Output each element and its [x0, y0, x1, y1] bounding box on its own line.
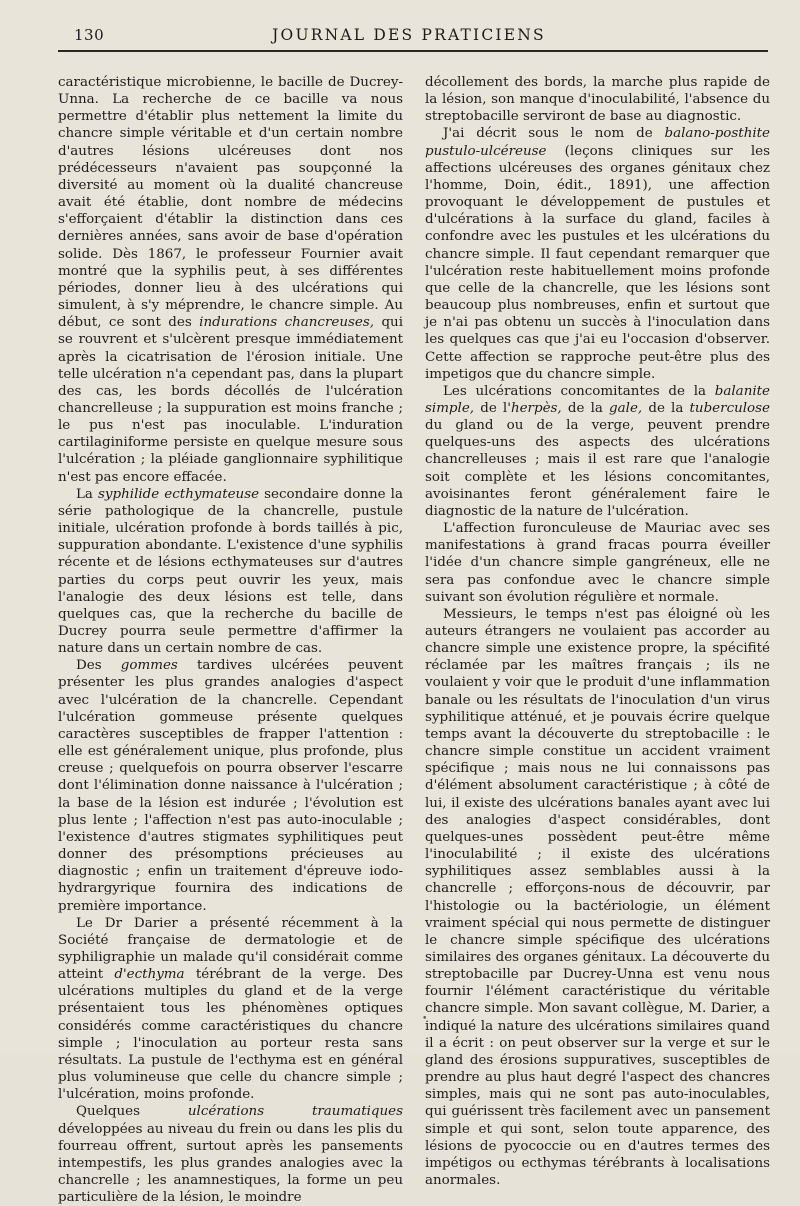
paragraph: Quelques ulcérations traumatiques développées au niveau du frein ou dans les plis du fourreau offrent, surtout après les pansements intempestifs, les plus grandes analogies avec la chancrelle ; les anamnestiques, la forme un peu particulière de la lésion, le moindre — [58, 1104, 403, 1206]
running-title: JOURNAL DES PRATICIENS — [272, 26, 546, 44]
paragraph: décollement des bords, la marche plus rapide de la lésion, son manque d'inoculabilité, l'absence du streptobacille serviront de base au diagnostic. — [425, 75, 770, 125]
paragraph: Des gommes tardives ulcérées peuvent présenter les plus grandes analogies d'aspect avec l'ulcération de la chancrelle. Cependant l'ulcération gommeuse présente quelques caractères susceptibles de frapper l'attention : elle est généralement unique, plus profonde, plus creuse ; quelquefois on pourra observer l'escarre dont l'élimination donne naissance à l'ulcération ; la base de la lésion est indurée ; l'évolution est plus lente ; l'affection n'est pas auto-inoculable ; l'existence d'autres stigmates syphilitiques peut donner des présomptions précieuses au diagnostic ; enfin un traitement d'épreuve iodo-hydrargyrique fournira des indications de première importance. — [58, 658, 403, 914]
paragraph: L'affection furonculeuse de Mauriac avec ses manifestations à grand fracas pourra éveiller l'idée d'un chancre simple gangréneux, elle ne sera pas confondue avec le chancre simple suivant son évolution régulière et normale. — [425, 521, 770, 605]
paragraph: caractéristique microbienne, le bacille de Ducrey-Unna. La recherche de ce bacille va nous permettre d'établir plus nettement la limite du chancre simple véritable et d'un certain nombre d'autres lésions ulcéreuses dont nos prédécesseurs n'avaient pas soupçonné la diversité au moment où la dualité chancreuse avait été établie, dont nombre de médecins s'efforçaient d'établir la distinction dans ces dernières années, sans avoir de base d'opération solide. Dès 1867, le professeur Fournier avait montré que la syphilis peut, à ses différentes périodes, donner lieu à des ulcérations qui simulent, à s'y méprendre, le chancre simple. Au début, ce sont des indurations chancreuses, qui se rouvrent et s'ulcèrent presque immédiatement après la cicatrisation de l'érosion initiale. Une telle ulcération n'a cependant pas, dans la plupart des cas, les bords décollés de l'ulcération chancrelleuse ; la suppuration est moins franche ; le pus n'est pas inoculable. L'induration cartilaginiforme persiste en quelque mesure sous l'ulcération ; la pléiade ganglionnaire syphilitique n'est pas encore effacée. — [58, 75, 403, 485]
text-columns — [58, 74, 770, 1206]
left-column — [58, 74, 403, 1206]
ink-mark: • — [422, 1014, 428, 1024]
page-number: 130 — [74, 26, 105, 44]
paragraph: Le Dr Darier a présenté récemment à la Société française de dermatologie et de syphiligraphie un malade qu'il considérait comme atteint d'ecthyma térébrant de la verge. Des ulcérations multiples du gland et de la verge présentaient tous les phénomènes optiques considérés comme caractéristiques du chancre simple ; l'inoculation au porteur resta sans résultats. La pustule de l'ecthyma est en général plus volumineuse que celle du chancre simple ; l'ulcération, moins profonde. — [58, 915, 403, 1103]
paragraph: Les ulcérations concomitantes de la balanite simple, de l'herpès, de la gale, de la tuberculose du gland ou de la verge, peuvent prendre quelques-uns des aspects des ulcérations chancrelleuses ; mais il est rare que l'analogie soit complète et les lésions concomitantes, avoisinantes feront généralement faire le diagnostic de la nature de l'ulcération. — [425, 383, 770, 519]
paragraph: La syphilide ecthymateuse secondaire donne la série pathologique de la chancrelle, pustule initiale, ulcération profonde à bords taillés à pic, suppuration abondante. L'existence d'une syphilis récente et de lésions ecthymateuses sur d'autres parties du corps peut ouvrir les yeux, mais l'analogie des deux lésions est telle, dans quelques cas, que la recherche du bacille de Ducrey pourra seule permettre d'affirmer la nature dans un certain nombre de cas. — [58, 486, 403, 657]
paragraph: J'ai décrit sous le nom de balano-posthite pustulo-ulcéreuse (leçons cliniques sur les affections ulcéreuses des organes génitaux chez l'homme, Doin, édit., 1891), une affection provoquant le développement de pustules et d'ulcérations à la surface du gland, faciles à confondre avec les pustules et les ulcérations du chancre simple. Il faut cependant remarquer que l'ulcération reste habituellement moins profonde que celle de la chancrelle, que les lésions sont beaucoup plus nombreuses, enfin et surtout que je n'ai pas obtenu un succès à l'inoculation dans les quelques cas que j'ai eu l'occasion d'observer. Cette affection se rapproche peut-être plus des impetigos que du chancre simple. — [425, 126, 770, 382]
page-header — [58, 22, 760, 50]
paragraph: Messieurs, le temps n'est pas éloigné où les auteurs étrangers ne voulaient pas accorder au chancre simple une existence propre, la spécifité réclamée par les maîtres français ; ils ne voulaient y voir que le produit d'une inflammation banale ou les résultats de l'inoculation d'un virus syphilitique atténué, et je pouvais écrire quelque temps avant la découverte du streptobacille : le chancre simple constitue un accident vraiment spécifique ; mais nous ne lui connaissons pas d'élément absolument caractéristique ; à côté de lui, il existe des ulcérations banales ayant avec lui des analogies d'aspect considérables, dont quelques-unes possèdent peut-être même l'inoculabilité ; il existe des ulcérations syphilitiques assez semblables aussi à la chancrelle ; efforçons-nous de découvrir, par l'histologie ou la bactériologie, un élément vraiment spécial qui nous permette de distinguer le chancre simple spécifique des ulcérations similaires des organes génitaux. La découverte du streptobacille par Ducrey-Unna est venu nous fournir l'élément caractéristique du véritable chancre simple. Mon savant collègue, M. Darier, a indiqué la nature des ulcérations similaires quand il a écrit : on peut observer sur la verge et sur le gland des érosions suppuratives, susceptibles de prendre au plus haut degré l'aspect des chancres simples, mais qui ne sont pas auto-inoculables, qui guérissent très facilement avec un pansement simple et qui sont, selon toute apparence, des lésions de pyococcie ou en d'autres termes des impétigos ou ecthymas térébrants à localisations anormales. — [425, 606, 770, 1188]
right-column — [425, 74, 770, 1189]
header-rule — [58, 50, 768, 52]
